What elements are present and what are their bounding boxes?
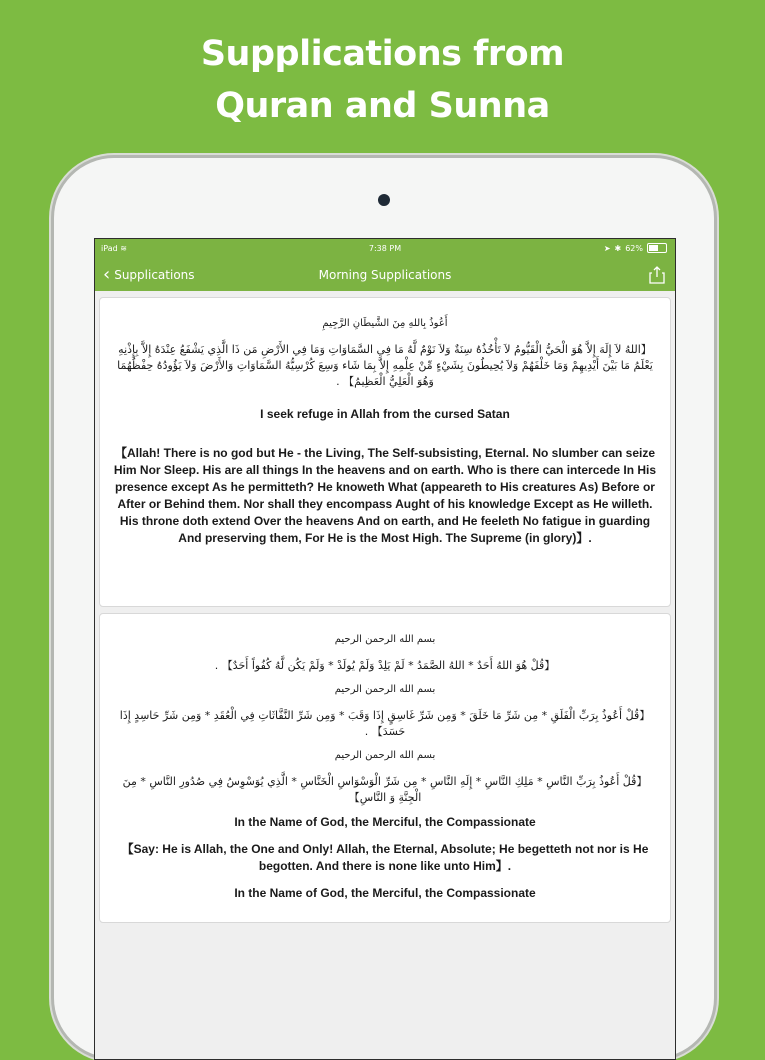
camera-dot	[378, 194, 390, 206]
status-right	[604, 243, 667, 253]
arabic-verse: 【قُلْ أَعُوذُ بِرَبِّ الْفَلَقِ * مِن شَرِّ مَا خَلَقَ * وَمِن شَرِّ غَاسِقٍ إِذَا وَقَبَ * وَمِن شَرِّ النَّفَّاثَاتِ فِي الْعُقَدِ * وَمِن شَرِّ حَاسِدٍ إِذَا حَسَدَ】 .	[119, 709, 651, 738]
arabic-verse: 【قُلْ أَعُوذُ بِرَبِّ النَّاسِ * مَلِكِ النَّاسِ * إِلَهِ النَّاسِ * مِن شَرِّ الْوَسْوَاسِ الْخَنَّاسِ * الَّذِي يُوَسْوِسُ فِي صُدُورِ النَّاسِ * مِنَ الْجِنَّةِ وَ النَّاسِ】	[122, 775, 648, 804]
ipad-frame	[54, 158, 714, 1058]
device-name: iPad	[101, 244, 118, 253]
english-heading: In the Name of God, the Merciful, the Compassionate	[234, 886, 536, 900]
headline-line-2: Quran and Sunna	[215, 86, 550, 126]
status-time: 7:38 PM	[368, 244, 402, 253]
nav-title: Morning Supplications	[318, 268, 452, 282]
basmala: بسم الله الرحمن الرحيم	[334, 684, 436, 695]
battery-icon	[647, 243, 667, 253]
arabic-verse: 【قُلْ هُوَ اللهُ أَحَدٌ * اللهُ الصَّمَدُ * لَمْ يَلِدْ وَلَمْ يُولَدْ * وَلَمْ يَكُن لَّهُ كُفُواً أَحَدٌ】 .	[214, 659, 556, 672]
arabic-title: أَعُوذُ بِاللهِ مِنَ الشَّيطَانِ الرَّجِيمِ	[322, 318, 448, 329]
chevron-left-icon: ‹	[103, 264, 111, 285]
share-icon[interactable]	[649, 266, 665, 284]
basmala: بسم الله الرحمن الرحيم	[334, 750, 436, 761]
supplication-card	[99, 613, 671, 923]
promo-headline	[0, 28, 765, 132]
battery-percent: 62%	[625, 243, 643, 253]
arabic-verse: 【اللهُ لاَ إِلَهَ إِلاَّ هُوَ الْحَيُّ الْقَيُّومُ لاَ تَأْخُذُهُ سِنَةٌ وَلاَ نَوْمٌ لَّهُ مَا فِي السَّمَاوَاتِ وَمَا فِي الأَرْضِ مَن ذَا الَّذِي يَشْفَعُ عِنْدَهُ إِلاَّ بِإِذْنِهِ يَعْلَمُ مَا بَيْنَ أَيْدِيهِمْ وَمَا خَلْفَهُمْ وَلاَ يُحِيطُونَ بِشَيْءٍ مِّنْ عِلْمِهِ إِلاَّ بِمَا شَاء وَسِعَ كُرْسِيُّهُ السَّمَاوَاتِ وَالأَرْضَ وَلاَ يَؤُودُهُ حِفْظُهُمَا وَهُوَ الْعَلِيُّ الْعَظِيمُ】 .	[117, 343, 653, 388]
english-translation: 【Allah! There is no god but He - the Living, The Self-subsisting, Eternal. No slumber can seize Him Nor Sleep. His are all things In the heavens and on earth. Who is there can intercede In His presence except As he permitteth? He knoweth What (appeareth to His creatures As) Before or After or Behind them. Nor shall they encompass Aught of his knowledge Except as He willeth. His throne doth extend Over the heavens And on earth, and He feeleth No fatigue in guarding And preserving them, For He is the Most High. The Supreme (in glory)】.	[113, 446, 657, 545]
english-translation: 【Say: He is Allah, the One and Only! Allah, the Eternal, Absolute; He begetteth not nor is He begotten. And there is none like unto Him】.	[121, 842, 649, 873]
english-heading: In the Name of God, the Merciful, the Compassionate	[234, 815, 536, 829]
status-bar	[95, 239, 675, 259]
supplication-card	[99, 297, 671, 607]
supplications-list	[95, 291, 675, 923]
location-icon: ➤	[603, 243, 611, 253]
headline-line-1: Supplications from	[200, 34, 565, 74]
basmala: بسم الله الرحمن الرحيم	[334, 634, 436, 645]
navigation-bar	[95, 259, 675, 291]
device-screen	[94, 238, 676, 1060]
back-button-label: Supplications	[114, 268, 195, 282]
english-heading: I seek refuge in Allah from the cursed Satan	[260, 407, 510, 421]
wifi-icon: ≋	[120, 244, 127, 253]
bluetooth-icon: ✱	[614, 243, 622, 253]
